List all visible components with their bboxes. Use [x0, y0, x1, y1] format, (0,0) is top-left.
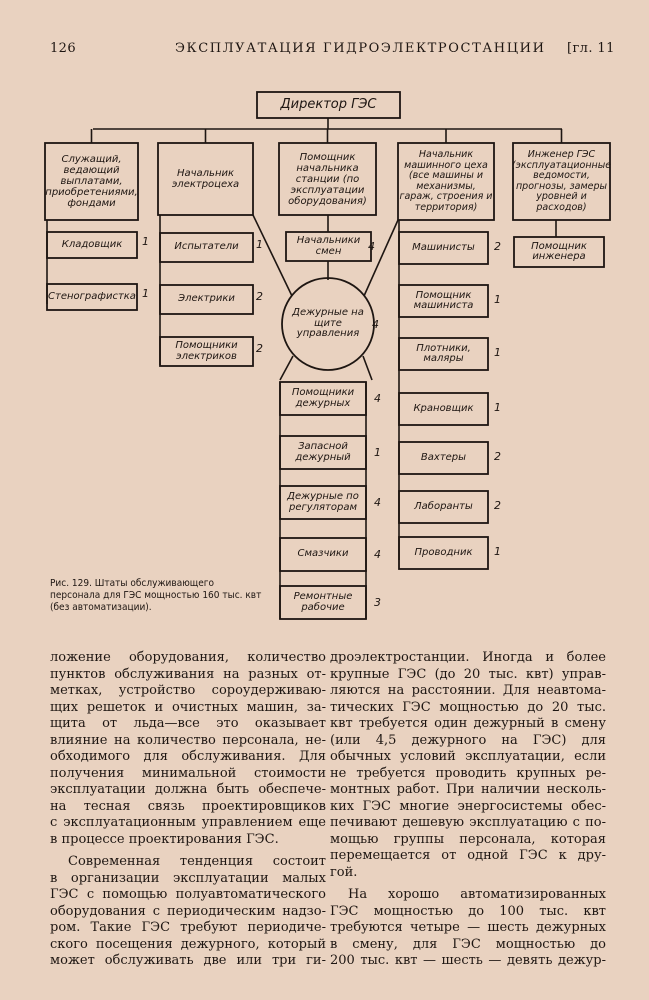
text-line: ложение оборудования, количество [50, 650, 326, 665]
text-line: щита от льда—все это оказывает [50, 716, 326, 731]
text-line: дроэлектростанции. Иногда и более [330, 650, 606, 665]
director-node [258, 93, 399, 117]
text-line: оборудования с периодическим надзо- [50, 903, 326, 919]
col2-count-1: 2 [256, 290, 263, 303]
col4-node-5-text: Лаборанты [414, 500, 473, 512]
running-title: ЭКСПЛУАТАЦИЯ ГИДРОЭЛЕКТРОСТАНЦИИ [175, 41, 546, 56]
col2-node-0-text: Испытатели [174, 241, 239, 253]
col4-node-5 [400, 492, 487, 522]
col1-count-1: 1 [142, 287, 149, 300]
text-line: ром. Такие ГЭС требуют периодиче- [50, 920, 326, 935]
top-node-2-text: Помощник начальника станции (по эксплуатации оборудования) [288, 151, 367, 207]
text-line: перемещается от одной ГЭС к дру- [330, 848, 606, 863]
col4-node-4-text: Вахтеры [420, 451, 467, 463]
col3-node-2-text: Дежурные по регуляторам [287, 491, 359, 513]
col4-count-0: 2 [494, 240, 501, 253]
top-node-0 [46, 144, 137, 219]
col1-node-0-text: Кладовщик [61, 238, 123, 250]
text-line: не требуется проводить крупных ре- [330, 765, 606, 781]
col4-node-6 [400, 538, 487, 568]
col5-node-0 [515, 238, 603, 266]
text-line: в процессе проектирования ГЭС. [50, 831, 279, 847]
control-room-count: 4 [372, 318, 379, 331]
text-line: мощью группы персонала, которая [330, 831, 606, 847]
col4-count-6: 1 [494, 545, 501, 558]
col3-count-1: 1 [374, 446, 381, 459]
text-line: требуются четыре — шесть дежурных [330, 920, 606, 935]
text-line: ких ГЭС многие энергосистемы обес- [330, 798, 606, 814]
col2-node-2 [161, 338, 252, 365]
text-line: ляются на расстоянии. Для неавтома- [330, 683, 606, 698]
control-room-node [286, 300, 370, 348]
shift-chiefs-count: 4 [368, 240, 375, 253]
col2-node-1-text: Электрики [178, 293, 235, 305]
col4-node-4 [400, 443, 487, 473]
col5-node-0-text: Помощник инженера [531, 240, 587, 262]
top-node-4-text: Инженер ГЭС (эксплуатационные ведомости, прогнозы, замеры уровней и расходов) [511, 149, 612, 213]
text-line: пунктов обслуживания на разных от- [50, 666, 326, 682]
col4-count-5: 2 [494, 499, 501, 512]
text-line: монтных работ. При наличии несколь- [330, 782, 606, 797]
col3-node-4 [281, 587, 365, 618]
col3-count-2: 4 [374, 496, 381, 509]
text-line: обходимого для обслуживания. Для [50, 749, 326, 764]
top-node-1-text: Начальник электроцеха [171, 168, 240, 190]
top-node-3 [399, 144, 493, 219]
col3-count-3: 4 [374, 548, 381, 561]
col4-count-1: 1 [494, 293, 501, 306]
col4-node-3 [400, 394, 487, 424]
text-line: получения минимальной стоимости [50, 765, 326, 781]
text-line: с эксплуатационным управлением еще [50, 815, 326, 830]
text-line: Современная тенденция состоит [68, 854, 326, 869]
chapter-label: [гл. 11 [567, 41, 615, 56]
shift-chiefs-node [287, 233, 370, 260]
col4-count-3: 1 [494, 401, 501, 414]
text-line: 200 тыс. квт — шесть — девять дежур- [330, 953, 606, 968]
col1-node-1 [48, 285, 136, 309]
top-node-0-text: Служащий, ведающий выплатами, приобретениями, фондами [45, 154, 138, 209]
col3-node-4-text: Ремонтные рабочие [293, 591, 353, 613]
col1-node-0 [48, 233, 136, 257]
text-line: квт требуется один дежурный в смену [330, 716, 606, 731]
text-column-left [50, 650, 326, 970]
text-line: влияние на количество персонала, не- [50, 732, 326, 748]
col3-node-0-text: Помощники дежурных [291, 387, 355, 409]
col4-node-1-text: Помощник машиниста [413, 289, 474, 311]
col3-node-1 [281, 437, 365, 468]
text-line: ГЭС мощностью до 100 тыс. квт [330, 903, 606, 919]
col4-node-0-text: Машинисты [412, 241, 475, 253]
col4-count-4: 2 [494, 450, 501, 463]
text-line: На хорошо автоматизированных [348, 887, 606, 902]
col3-node-3-text: Смазчики [297, 548, 349, 560]
col3-node-0 [281, 383, 365, 414]
text-line: эксплуатации должна быть обеспече- [50, 782, 326, 797]
shift-chiefs-node-text: Начальники смен [296, 235, 361, 257]
diagonal-line [363, 356, 372, 380]
col4-count-2: 1 [494, 346, 501, 359]
text-line: печивают дешевую эксплуатацию с по- [330, 815, 606, 830]
col4-node-1 [400, 286, 487, 316]
text-line: на тесная связь проектировщиков [50, 798, 326, 814]
top-node-1 [159, 144, 252, 214]
col2-node-2-text: Помощники электриков [175, 340, 238, 362]
top-node-2 [280, 144, 375, 214]
col3-count-0: 4 [374, 392, 381, 405]
col3-count-4: 3 [374, 596, 381, 609]
col1-count-0: 1 [142, 235, 149, 248]
col4-node-2 [400, 339, 487, 369]
text-line: тических ГЭС мощностью до 20 тыс. [330, 699, 606, 715]
text-line: гой. [330, 864, 358, 880]
text-column-right [330, 650, 606, 970]
text-line: ГЭС с помощью полуавтоматического [50, 887, 326, 902]
director-node-text: Директор ГЭС [280, 97, 377, 112]
text-line: обычных условий эксплуатации, если [330, 749, 606, 764]
col3-node-1-text: Запасной дежурный [295, 441, 351, 463]
col2-count-0: 1 [256, 238, 263, 251]
col1-node-1-text: Стенографистка [48, 290, 136, 302]
text-line: крупные ГЭС (до 20 тыс. квт) управ- [330, 666, 606, 682]
col2-node-0 [161, 234, 252, 261]
diagonal-line [280, 356, 293, 380]
control-room-node-text: Дежурные на щите управления [292, 307, 364, 340]
text-line: щих решеток и очистных машин, за- [50, 699, 326, 715]
text-line: (или 4,5 дежурного на ГЭС) для [330, 732, 606, 748]
col3-node-3 [281, 539, 365, 570]
col4-node-6-text: Проводник [414, 546, 473, 558]
text-line: ского посещения дежурного, который [50, 936, 326, 952]
text-line: метках, устройство сороудерживаю- [50, 683, 326, 698]
col2-node-1 [161, 286, 252, 313]
top-node-4 [511, 144, 612, 219]
col3-node-2 [281, 487, 365, 518]
text-line: может обслуживать две или три ги- [50, 953, 326, 968]
figure-caption: Рис. 129. Штаты обслуживающего персонала для ГЭС мощностью 160 тыс. квт (без автоматизации). [50, 578, 262, 613]
page-number: 126 [50, 41, 77, 56]
col4-node-0 [400, 233, 487, 263]
text-line: в организации эксплуатации малых [50, 870, 326, 886]
col4-node-3-text: Крановщик [413, 402, 474, 414]
col4-node-2-text: Плотники, маляры [416, 342, 471, 364]
col2-count-2: 2 [256, 342, 263, 355]
text-line: в смену, для ГЭС мощностью до [330, 936, 606, 952]
top-node-3-text: Начальник машинного цеха (все машины и механизмы, гараж, строения и территория) [399, 149, 493, 213]
